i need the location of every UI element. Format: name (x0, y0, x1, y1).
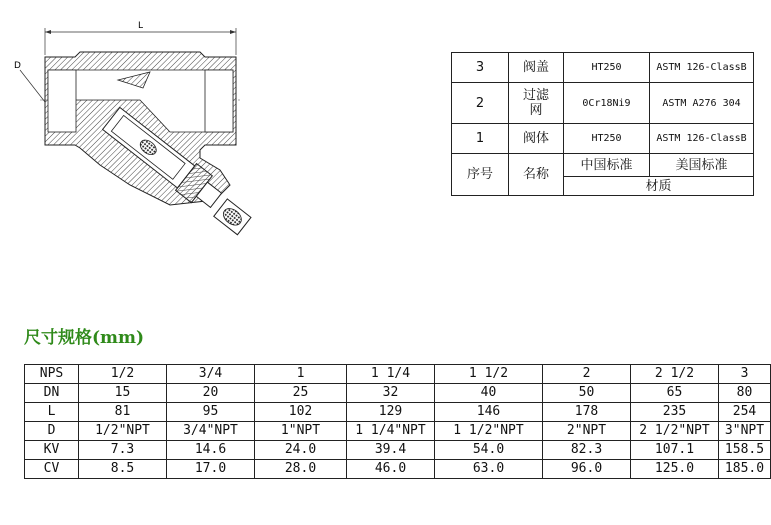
material-row (452, 53, 754, 83)
material-no-cell: 2 (452, 83, 509, 124)
material-us-cell: ASTM 126-ClassB (650, 53, 754, 83)
dimension-cell: 3 (719, 365, 771, 384)
dimension-cell: 185.0 (719, 460, 771, 479)
material-row (452, 83, 754, 124)
dimension-cell: 7.3 (79, 441, 167, 460)
material-row (452, 124, 754, 154)
dimension-cell: 178 (543, 403, 631, 422)
dimension-cell: 15 (79, 384, 167, 403)
dimension-row-label: NPS (25, 365, 79, 384)
dimension-cell: 2 1/2 (631, 365, 719, 384)
dimension-cell: 1"NPT (255, 422, 347, 441)
y-strainer-drawing (0, 0, 300, 260)
section-title: 尺寸规格(mm) (24, 328, 145, 348)
material-no-cell: 1 (452, 124, 509, 154)
dimension-cell: 1 (255, 365, 347, 384)
material-cn-cell: 0Cr18Ni9 (564, 83, 650, 124)
dimension-cell: 24.0 (255, 441, 347, 460)
header-name: 名称 (509, 154, 564, 196)
dimension-cell: 63.0 (435, 460, 543, 479)
header-material: 材质 (564, 177, 754, 196)
dimension-cell: 158.5 (719, 441, 771, 460)
dimension-cell: 50 (543, 384, 631, 403)
dimension-cell: 1 1/4 (347, 365, 435, 384)
dimension-cell: 254 (719, 403, 771, 422)
material-us-cell: ASTM A276 304 (650, 83, 754, 124)
dimension-row-label: D (25, 422, 79, 441)
dimension-cell: 3"NPT (719, 422, 771, 441)
dimension-cell: 1/2 (79, 365, 167, 384)
dimension-cell: 235 (631, 403, 719, 422)
dimension-table (24, 364, 771, 479)
dimension-cell: 25 (255, 384, 347, 403)
dimension-cell: 28.0 (255, 460, 347, 479)
dimension-cell: 54.0 (435, 441, 543, 460)
dimension-cell: 40 (435, 384, 543, 403)
dimension-row (25, 460, 771, 479)
dimension-row (25, 403, 771, 422)
material-us-cell: ASTM 126-ClassB (650, 124, 754, 154)
dimension-row (25, 384, 771, 403)
dimension-l (45, 21, 236, 55)
dimension-cell: 3/4 (167, 365, 255, 384)
header-us-standard: 美国标准 (650, 154, 754, 177)
dimension-cell: 1 1/2 (435, 365, 543, 384)
dimension-cell: 8.5 (79, 460, 167, 479)
dimension-cell: 81 (79, 403, 167, 422)
dim-d-label: D (14, 61, 21, 71)
dimension-cell: 39.4 (347, 441, 435, 460)
dimension-cell: 2 1/2"NPT (631, 422, 719, 441)
dimension-cell: 20 (167, 384, 255, 403)
dim-l-label: L (138, 21, 144, 31)
dimension-cell: 95 (167, 403, 255, 422)
dimension-cell: 129 (347, 403, 435, 422)
dimension-cell: 1 1/2"NPT (435, 422, 543, 441)
dimension-row-label: DN (25, 384, 79, 403)
dimension-cell: 80 (719, 384, 771, 403)
dimension-row (25, 422, 771, 441)
dimension-row-label: KV (25, 441, 79, 460)
material-no-cell: 3 (452, 53, 509, 83)
dimension-row (25, 441, 771, 460)
dimension-cell: 146 (435, 403, 543, 422)
material-table (451, 52, 754, 196)
dimension-cell: 107.1 (631, 441, 719, 460)
header-no: 序号 (452, 154, 509, 196)
dimension-cell: 102 (255, 403, 347, 422)
material-name-cell: 阀盖 (509, 53, 564, 83)
dimension-cell: 17.0 (167, 460, 255, 479)
dimension-cell: 65 (631, 384, 719, 403)
dimension-cell: 82.3 (543, 441, 631, 460)
dimension-cell: 3/4"NPT (167, 422, 255, 441)
dimension-row-label: L (25, 403, 79, 422)
material-name-cell: 阀体 (509, 124, 564, 154)
dimension-cell: 2"NPT (543, 422, 631, 441)
dimension-row-label: CV (25, 460, 79, 479)
dimension-cell: 46.0 (347, 460, 435, 479)
dimension-cell: 32 (347, 384, 435, 403)
dimension-row (25, 365, 771, 384)
dimension-cell: 14.6 (167, 441, 255, 460)
dimension-d (14, 60, 45, 145)
dimension-cell: 1 1/4"NPT (347, 422, 435, 441)
dimension-cell: 125.0 (631, 460, 719, 479)
header-cn-standard: 中国标准 (564, 154, 650, 177)
material-cn-cell: HT250 (564, 53, 650, 83)
material-name-cell: 过滤网 (509, 83, 564, 124)
material-header-row (452, 154, 754, 177)
dimension-cell: 96.0 (543, 460, 631, 479)
dimension-cell: 1/2"NPT (79, 422, 167, 441)
dimension-cell: 2 (543, 365, 631, 384)
material-cn-cell: HT250 (564, 124, 650, 154)
